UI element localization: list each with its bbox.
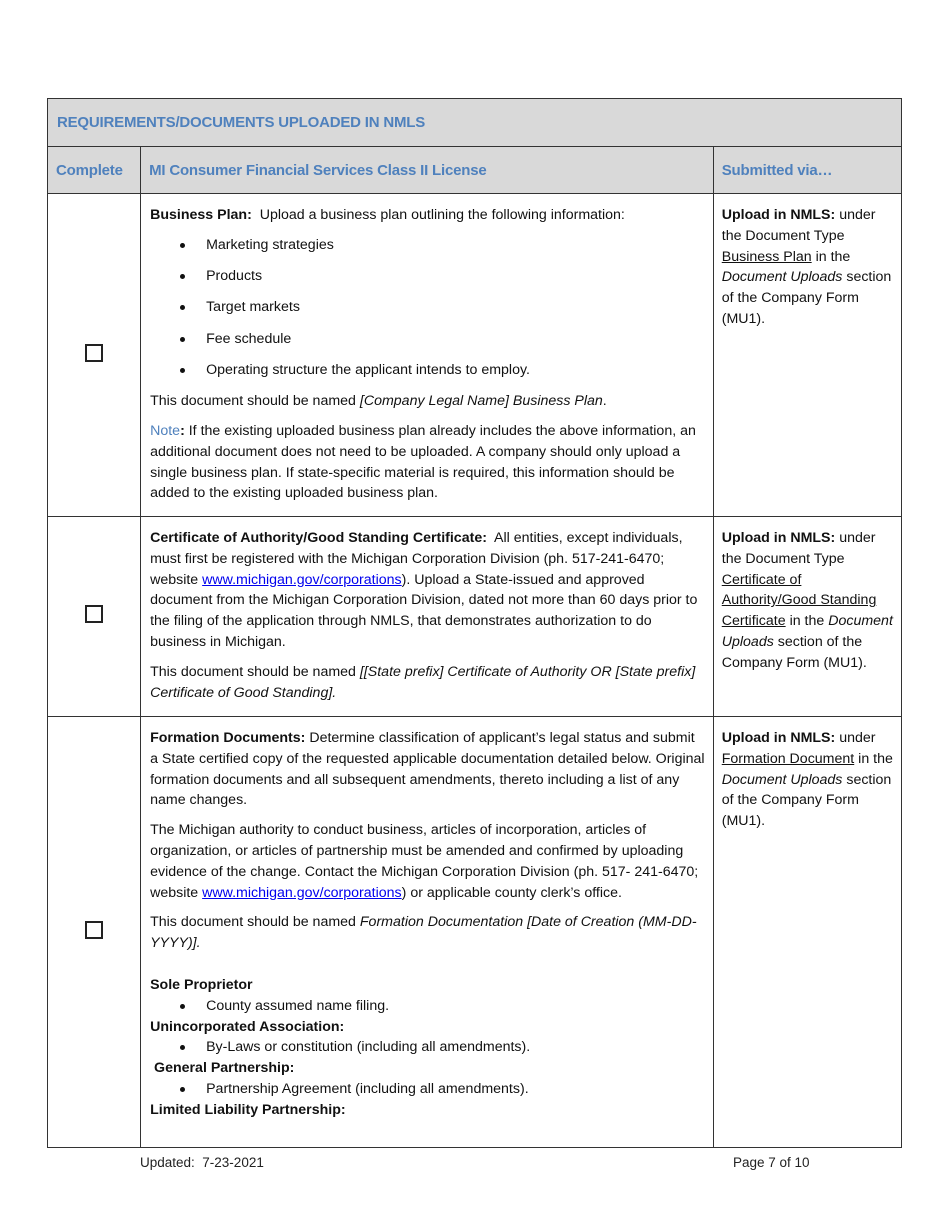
table-row-formation	[48, 717, 902, 1148]
via-text: section of the Company Form (MU1).	[721, 269, 896, 327]
table-title: REQUIREMENTS/DOCUMENTS UPLOADED IN NMLS	[48, 99, 902, 147]
formation-text: The Michigan authority to conduct business, articles of incorporation, articles of organization, or articles of partnership must be amended and confirmed by uploading evidence of the change. Contact the Michigan Corporation Division (ph. 517- 241-6470; website	[150, 822, 699, 901]
formation-text: ) or applicable county clerk’s office.	[401, 884, 622, 901]
complete-checkbox-formation[interactable]	[85, 921, 103, 939]
formation-text: Determine classification of applicant’s legal status and submit a State certified copy of the requested applicable documentation detailed below. Original formation documents and all subsequent amendments, thereto including a list of any name changes.	[150, 730, 709, 809]
naming-format: [Company Legal Name] Business Plan	[359, 393, 603, 410]
complete-checkbox-certificate[interactable]	[85, 605, 103, 623]
via-text: in the	[811, 248, 855, 265]
sole-proprietor-heading: Sole Proprietor	[150, 976, 253, 993]
table-title-row	[48, 99, 902, 147]
formation-naming	[150, 912, 705, 954]
certificate-submitted-via	[713, 517, 901, 717]
limited-liability-partnership-heading: Limited Liability Partnership:	[150, 1101, 346, 1118]
note-label: Note	[150, 423, 181, 440]
via-text: in the	[854, 750, 897, 767]
upload-label: Upload in NMLS:	[721, 207, 836, 223]
header-license: MI Consumer Financial Services Class II License	[141, 147, 714, 194]
business-plan-intro-text: Upload a business plan outlining the following information:	[251, 207, 625, 223]
general-partnership-heading: General Partnership:	[150, 1060, 295, 1077]
general-partnership-list	[150, 1079, 705, 1100]
complete-cell	[48, 717, 141, 1148]
business-plan-bullets	[150, 235, 705, 381]
table-row-business-plan	[48, 194, 902, 517]
unincorporated-association-list	[150, 1037, 705, 1058]
upload-label: Upload in NMLS:	[721, 530, 836, 546]
section-name: Document Uploads	[721, 771, 843, 788]
via-text: section of the Company Form (MU1).	[721, 633, 867, 671]
naming-prefix: This document should be named	[150, 914, 360, 931]
via-text: section of the Company Form (MU1).	[721, 771, 896, 830]
formation-description	[141, 717, 714, 1148]
formation-label: Formation Documents:	[150, 730, 306, 746]
formation-intro	[150, 728, 709, 811]
business-plan-submitted-via	[713, 194, 901, 517]
requirements-table	[47, 98, 902, 1148]
naming-format: Formation Documentation [Date of Creation (MM-DD-YYYY)].	[150, 914, 697, 952]
upload-label: Upload in NMLS:	[721, 730, 836, 746]
michigan-corporations-link[interactable]: www.michigan.gov/corporations	[202, 884, 402, 901]
naming-suffix: .	[602, 393, 607, 410]
section-name: Document Uploads	[721, 613, 893, 650]
via-text: under the Document Type	[721, 530, 880, 567]
document-type: Business Plan	[721, 248, 812, 265]
michigan-corporations-link[interactable]: www.michigan.gov/corporations	[202, 571, 402, 588]
formation-submitted-via	[713, 717, 901, 1148]
list-item: Marketing strategies	[150, 235, 705, 256]
document-type: Formation Document	[721, 750, 855, 767]
sole-proprietor-list	[150, 996, 705, 1017]
list-item: Fee schedule	[150, 329, 705, 350]
certificate-naming	[150, 662, 705, 704]
certificate-intro	[150, 528, 705, 653]
certificate-text: ). Upload a State-issued and approved document from the Michigan Corporation Division, dated not more than 60 days prior to the filing of the application through NMLS, that demonstrates authorization to do business in Michigan.	[150, 571, 698, 650]
certificate-description	[141, 517, 714, 717]
list-item: County assumed name filing.	[150, 996, 705, 1017]
business-plan-naming	[150, 391, 705, 412]
unincorporated-association-heading: Unincorporated Association:	[150, 1018, 345, 1035]
list-item: Partnership Agreement (including all amendments).	[150, 1079, 705, 1100]
document-type: Certificate of Authority/Good Standing Certificate	[721, 571, 877, 630]
naming-prefix: This document should be named	[150, 663, 360, 680]
spacer	[150, 954, 705, 975]
section-name: Document Uploads	[721, 269, 843, 286]
table-header-row	[48, 147, 902, 194]
complete-cell	[48, 517, 141, 717]
formation-authority	[150, 820, 705, 903]
via-text: in the	[785, 613, 829, 630]
complete-checkbox-business-plan[interactable]	[85, 344, 103, 362]
header-complete: Complete	[48, 147, 141, 194]
business-plan-note	[150, 421, 705, 504]
note-text: If the existing uploaded business plan already includes the above information, an additional document does not need to be uploaded. A company should only upload a single business plan. If state-specific material is required, this information should be added to the existing uploaded business plan.	[150, 423, 696, 502]
footer-updated: Updated: 7-23-2021	[140, 1155, 264, 1170]
certificate-label: Certificate of Authority/Good Standing Certificate:	[150, 530, 487, 546]
business-plan-intro	[150, 205, 705, 226]
note-colon: :	[180, 423, 185, 440]
naming-format: [[State prefix] Certificate of Authority OR [State prefix] Certificate of Good Standing].	[150, 663, 696, 701]
naming-prefix: This document should be named	[150, 393, 360, 410]
footer-page-number: Page 7 of 10	[733, 1155, 810, 1170]
list-item: Products	[150, 266, 705, 287]
table-row-certificate	[48, 517, 902, 717]
business-plan-description	[141, 194, 714, 517]
complete-cell	[48, 194, 141, 517]
certificate-text: All entities, except individuals, must first be registered with the Michigan Corporation Division (ph. 517-241-6470; website	[150, 530, 687, 588]
header-submitted-via: Submitted via…	[713, 147, 901, 194]
list-item: Target markets	[150, 297, 705, 318]
list-item: By-Laws or constitution (including all amendments).	[150, 1037, 705, 1058]
list-item: Operating structure the applicant intends to employ.	[150, 360, 705, 381]
via-text: under the Document Type	[721, 207, 880, 244]
via-text: under	[835, 730, 880, 746]
business-plan-label: Business Plan:	[150, 207, 252, 223]
